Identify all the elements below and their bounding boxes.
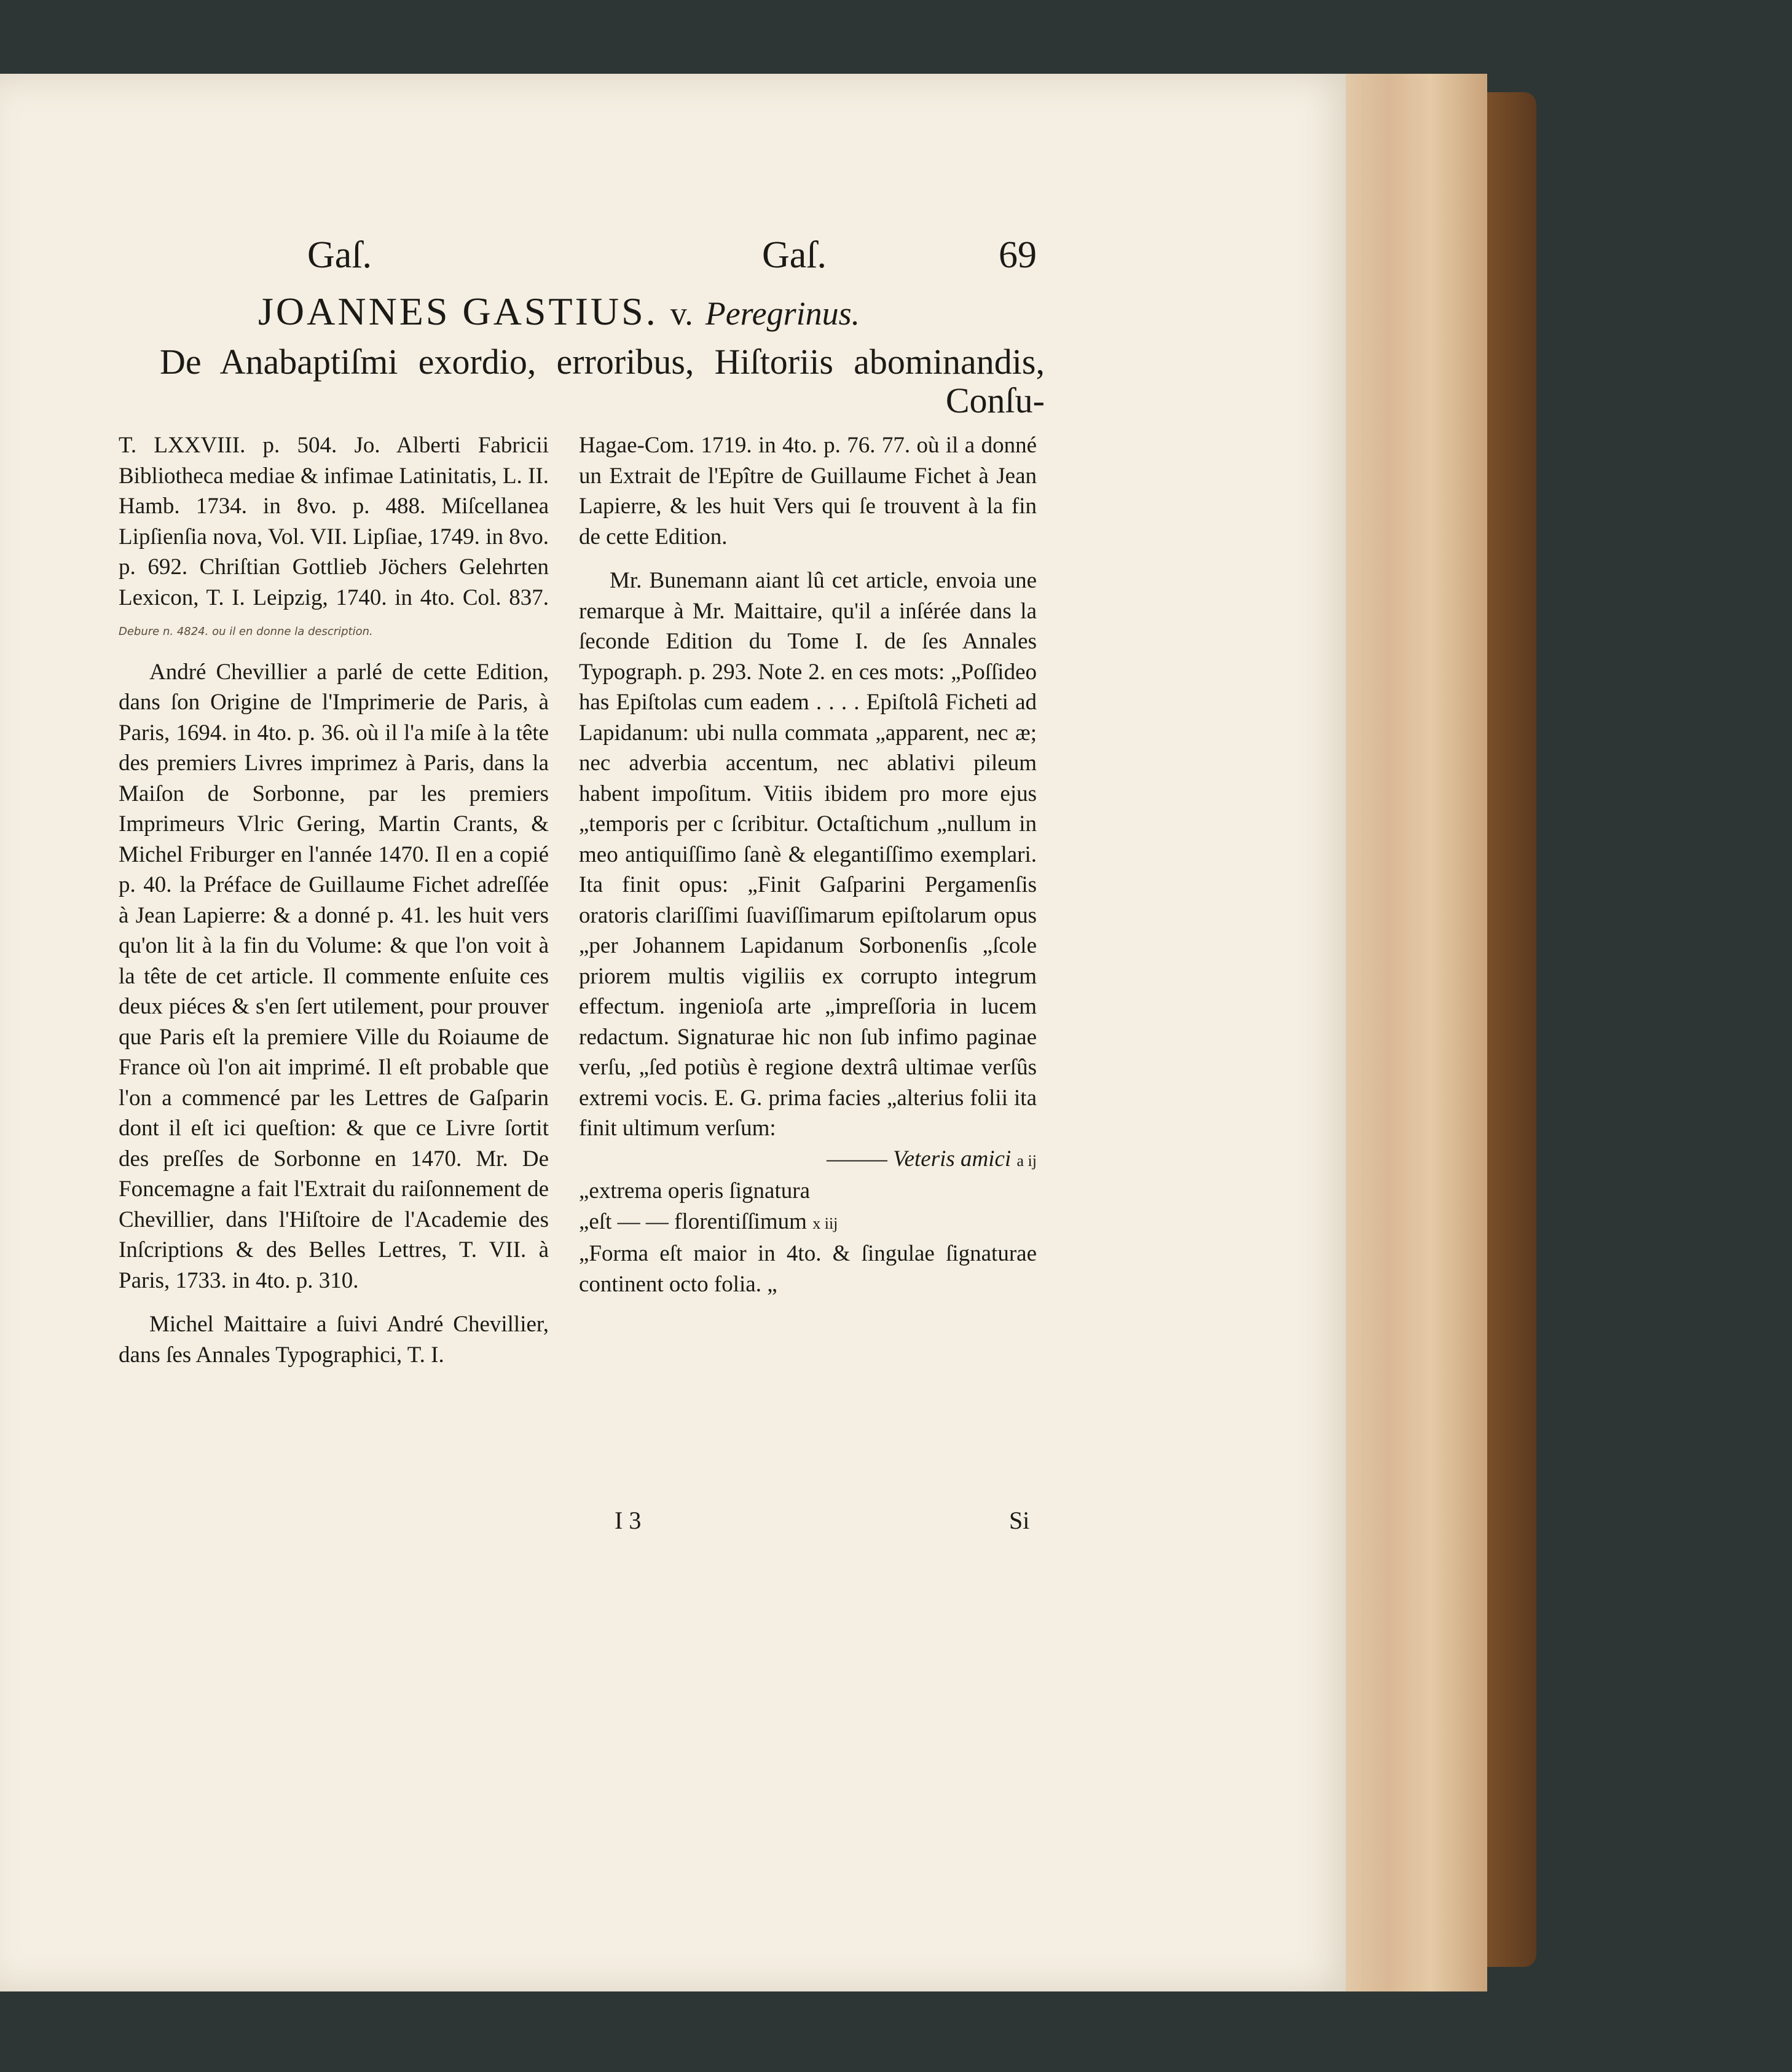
- right-paragraph-1: Hagae-Com. 1719. in 4to. p. 76. 77. où il a donné un Extrait de l'Epître de Guillaume Fichet à Jean Lapierre, & les huit Vers qui ſe trouvent à la fin de cette Edition.: [579, 433, 1037, 550]
- catchword: Si: [1009, 1507, 1030, 1534]
- entry-subtitle-cont: Conſu-: [945, 380, 1045, 420]
- header-middle: Gaſ.: [762, 234, 827, 276]
- page-edges: [1346, 74, 1487, 1991]
- entry-subtitle: De Anabaptiſmi exordio, erroribus, Hiſtoriis abominandis,: [160, 342, 1045, 382]
- left-paragraph-2: André Chevillier a parlé de cette Edition, dans ſon Origine de l'Imprimerie de Paris, à Paris, 1694. in 4to. p. 36. où il l'a miſe à la tête des premiers Livres imprimez à Paris, dans la Maiſon de Sorbonne, par les premiers Imprimeurs Vlric Gering, Martin Crants, & Michel Friburger en l'année 1470. Il en a copié p. 40. la Préface de Guillaume Fichet adreſſée à Jean Lapierre: & a donné p. 41. les huit vers qu'on lit à la fin du Volume: & que l'on voit à la tête de cet article. Il commente enſuite ces deux piéces & s'en ſert utilement, pour prouver que Paris eſt la premiere Ville du Roiaume de France où l'on ait imprimé. Il eſt probable que l'on a commencé par les Lettres de Gaſparin dont il eſt ici queſtion: & que ce Livre ſortit des preſſes de Sorbonne en 1470. Mr. De Foncemagne a fait l'Extrait du raiſonnement de Chevillier, dans l'Hiſtoire de l'Academie des Inſcriptions & des Belles Lettres, T. VII. à Paris, 1733. in 4to. p. 310.: [119, 659, 549, 1293]
- page-number: 69: [999, 234, 1037, 276]
- right-paragraph-2: Mr. Bunemann aiant lû cet article, envoia une remarque à Mr. Maittaire, qu'il a inſérée dans la ſeconde Edition du Tome I. de ſes Annales Typograph. p. 293. Note 2. en ces mots: „Poſſideo has Epiſtolas cum eadem . . . . Epiſtolâ Ficheti ad Lapidanum: ubi nulla commata „apparent, nec æ; nec adverbia accentum, nec ablativi pileum habent impoſitum. Vitiis ibidem pro more ejus „temporis per c ſcribitur. Octaſtichum „nullum in meo antiquiſſimo ſanè & elegantiſſimo exemplari. Ita finit opus: „Finit Gaſparini Pergamenſis oratoris clariſſimi ſuaviſſimarum epiſtolarum opus „per Johannem Lapidanum Sorbonenſis „ſcole priorem multis vigiliis ex corrupto integrum effectum. ingenioſa arte „impreſſoria in lucem redactum. Signaturae hic non ſub infimo paginae verſu, „ſed potiùs è regione dextrâ ultimae verſûs extremi vocis. E. G. prima facies „alterius folii ita finit ultimum verſum:: [579, 568, 1037, 1141]
- see-ref: v.: [670, 295, 693, 332]
- quote-line-a: ——— Veteris amici a ij: [827, 1146, 1037, 1172]
- left-column: [119, 430, 549, 1370]
- right-column: [579, 430, 1037, 1299]
- quote-line-c: „eſt — — florentiſſimum x iij: [579, 1208, 838, 1234]
- header-left: Gaſ.: [307, 234, 372, 276]
- signature-mark-a: a ij: [1016, 1151, 1037, 1170]
- handwritten-note: Debure n. 4824. ou il en donne la description.: [119, 625, 373, 638]
- quote-line-b: „extrema operis ſignatura: [579, 1178, 810, 1203]
- left-paragraph-3: Michel Maittaire a ſuivi André Chevillier, dans ſes Annales Typographici, T. I.: [119, 1312, 549, 1368]
- signature-mark-c: x iij: [812, 1214, 838, 1232]
- signature-mark: I 3: [615, 1507, 642, 1534]
- book-cover: [1487, 92, 1536, 1967]
- entry-title: [258, 289, 1045, 344]
- right-paragraph-3: „Forma eſt maior in 4to. & ſingulae ſignaturae continent octo folia. „: [579, 1241, 1037, 1297]
- running-header: [307, 234, 1045, 289]
- author-name: JOANNES GASTIUS.: [258, 290, 658, 333]
- left-paragraph-1: T. LXXVIII. p. 504. Jo. Alberti Fabricii Bibliotheca mediae & infimae Latinitatis, L. II. Hamb. 1734. in 8vo. p. 488. Miſcellanea Lipſienſia nova, Vol. VII. Lipſiae, 1749. in 8vo. p. 692. Chriſtian Gottlieb Jöchers Gelehrten Lexicon, T. I. Leipzig, 1740. in 4to. Col. 837. Debure n. 4824. ou il en donne la description.: [119, 433, 549, 638]
- see-ref-name: Peregrinus.: [705, 295, 860, 332]
